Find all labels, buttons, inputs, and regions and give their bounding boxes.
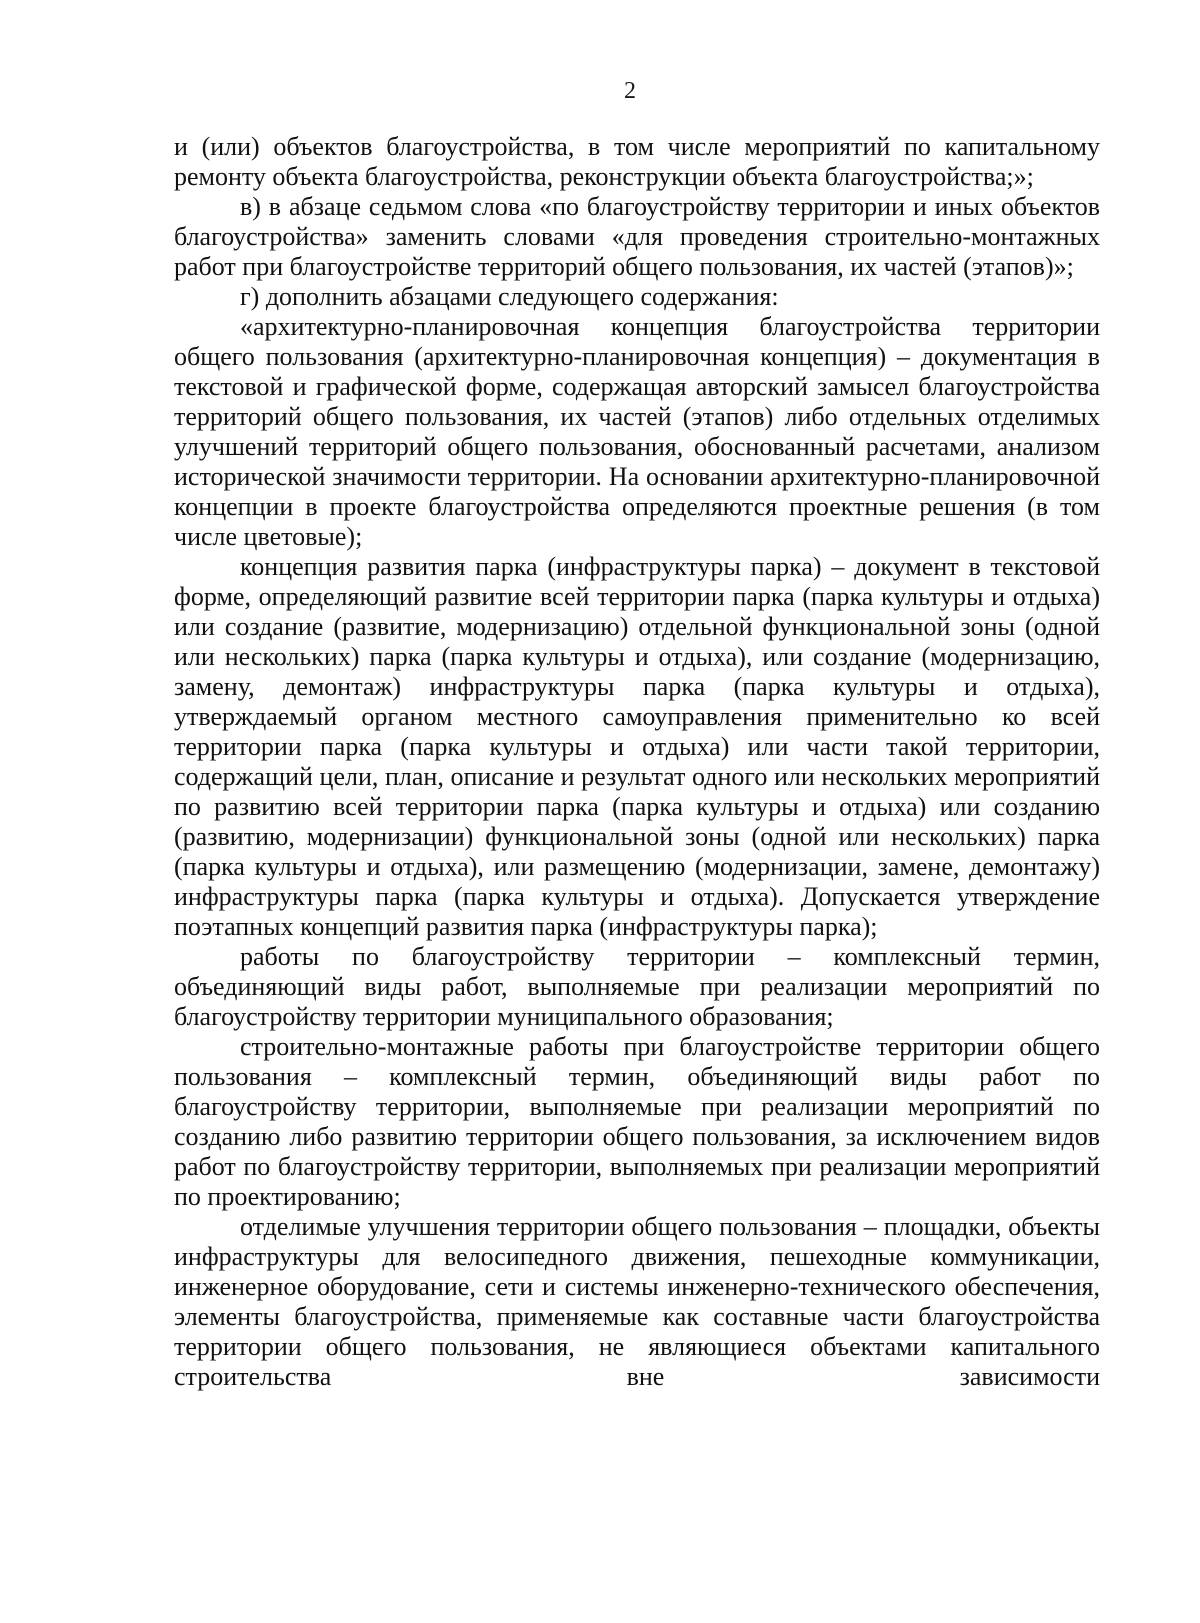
document-body: [174, 132, 1100, 1392]
paragraph-definition-construction-works: строительно-монтажные работы при благоустройстве территории общего пользования – комплексный термин, объединяющий виды работ по благоустройству территории, выполняемые при реализации мероприятий по созданию либо развитию территории общего пользования, за исключением видов работ по благоустройству территории, выполняемых при реализации мероприятий по проектированию;: [174, 1032, 1100, 1211]
paragraph-item-v: в) в абзаце седьмом слова «по благоустройству территории и иных объектов благоустройства» заменить словами «для проведения строительно-монтажных работ при благоустройстве территорий общего пользования, их частей (этапов)»;: [174, 192, 1100, 281]
paragraph-definition-architectural-concept: «архитектурно-планировочная концепция благоустройства территории общего пользования (архитектурно-планировочная концепция) – документация в текстовой и графической форме, содержащая авторский замысел благоустройства территорий общего пользования, их частей (этапов) либо отдельных отделимых улучшений территорий общего пользования, обоснованный расчетами, анализом исторической значимости территории. На основании архитектурно-планировочной концепции в проекте благоустройства определяются проектные решения (в том числе цветовые);: [174, 312, 1100, 551]
paragraph-continuation: и (или) объектов благоустройства, в том числе мероприятий по капитальному ремонту объекта благоустройства, реконструкции объекта благоустройства;»;: [174, 132, 1100, 191]
paragraph-definition-separable-improvements: отделимые улучшения территории общего пользования – площадки, объекты инфраструктуры для велосипедного движения, пешеходные коммуникации, инженерное оборудование, сети и системы инженерно-технического обеспечения, элементы благоустройства, применяемые как составные части благоустройства территории общего пользования, не являющиеся объектами капитального строительства вне зависимости: [174, 1212, 1100, 1391]
paragraph-definition-park-concept: концепция развития парка (инфраструктуры парка) – документ в текстовой форме, определяющий развитие всей территории парка (парка культуры и отдыха) или создание (развитие, модернизацию) отдельной функциональной зоны (одной или нескольких) парка (парка культуры и отдыха), или создание (модернизацию, замену, демонтаж) инфраструктуры парка (парка культуры и отдыха), утверждаемый органом местного самоуправления применительно ко всей территории парка (парка культуры и отдыха) или части такой территории, содержащий цели, план, описание и результат одного или нескольких мероприятий по развитию всей территории парка (парка культуры и отдыха) или созданию (развитию, модернизации) функциональной зоны (одной или нескольких) парка (парка культуры и отдыха), или размещению (модернизации, замене, демонтажу) инфраструктуры парка (парка культуры и отдыха). Допускается утверждение поэтапных концепций развития парка (инфраструктуры парка);: [174, 552, 1100, 941]
paragraph-definition-improvement-works: работы по благоустройству территории – комплексный термин, объединяющий виды работ, выполняемые при реализации мероприятий по благоустройству территории муниципального образования;: [174, 942, 1100, 1031]
page-number: 2: [624, 78, 636, 104]
paragraph-item-g: г) дополнить абзацами следующего содержания:: [240, 282, 779, 311]
